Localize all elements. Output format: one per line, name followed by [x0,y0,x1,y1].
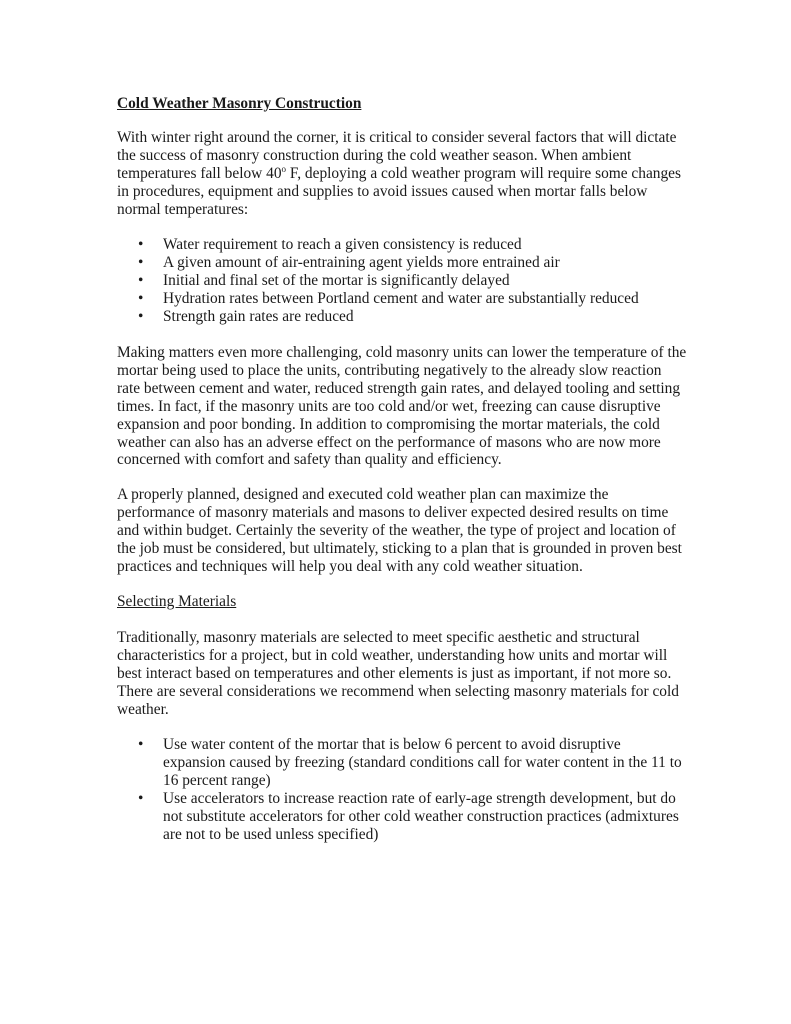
list-item-text: Use water content of the mortar that is below 6 percent to avoid disruptive expansion caused by freezing (standard conditions call for water content in the 11 to 16 percent range) [163,736,682,789]
list-item [138,736,686,790]
body-paragraph: Making matters even more challenging, cold masonry units can lower the temperature of the mortar being used to place the units, contributing negatively to the already slow reaction rate between cement and water, reduced strength gain rates, and delayed tooling and setting times. In fact, if the masonry units are too cold and/or wet, freezing can cause disruptive expansion and poor bonding. In addition to compromising the mortar materials, the cold weather can also has an adverse effect on the performance of masons who are now more concerned with comfort and safety than quality and efficiency. [117,344,687,469]
bullet-icon: • [138,789,144,807]
bullet-icon: • [138,289,144,307]
cold-effects-list [138,236,686,326]
bullet-icon: • [138,271,144,289]
list-item [138,308,686,326]
intro-text-continued: F, deploying a cold weather program will require some changes in procedures, equipment and supplies to avoid issues caused when mortar falls below normal temperatures: [117,164,682,218]
list-item [138,290,686,308]
list-item-text: Strength gain rates are reduced [163,307,354,325]
bullet-icon: • [138,253,144,271]
body-paragraph: A properly planned, designed and executed cold weather plan can maximize the performance of masonry materials and masons to deliver expected desired results on time and within budget. Certainly the severity of the weather, the type of project and location of the job must be considered, but ultimately, sticking to a plan that is grounded in proven best practices and techniques will help you deal with any cold weather situation. [117,486,682,575]
document-title: Cold Weather Masonry Construction [117,95,362,112]
list-item-text: Initial and final set of the mortar is significantly delayed [163,271,510,289]
degree-superscript: o [281,163,287,174]
body-paragraph: Traditionally, masonry materials are selected to meet specific aesthetic and structural characteristics for a project, but in cold weather, understanding how units and mortar will best interact based on temperatures and other elements is just as important, if not more so. There are several considerations we recommend when selecting masonry materials for cold weather. [117,629,679,718]
list-item [138,236,686,254]
list-item [138,790,686,844]
bullet-icon: • [138,307,144,325]
list-item-text: A given amount of air-entraining agent yields more entrained air [163,253,560,271]
intro-paragraph [117,129,687,219]
list-item [138,272,686,290]
list-item-text: Use accelerators to increase reaction rate of early-age strength development, but do not substitute accelerators for other cold weather construction practices (admixtures are not to be used unless specified) [163,789,679,843]
list-item [138,254,686,272]
materials-recommendations-list [138,736,686,843]
bullet-icon: • [138,736,144,753]
section-heading: Selecting Materials [117,593,237,610]
intro-text: With winter right around the corner, it is critical to consider several factors that will dictate the success of masonry construction during the cold weather season. When ambient temperatures fall below 40 [117,129,677,182]
list-item-text: Hydration rates between Portland cement and water are substantially reduced [163,289,639,307]
bullet-icon: • [138,236,144,253]
list-item-text: Water requirement to reach a given consistency is reduced [163,236,522,253]
